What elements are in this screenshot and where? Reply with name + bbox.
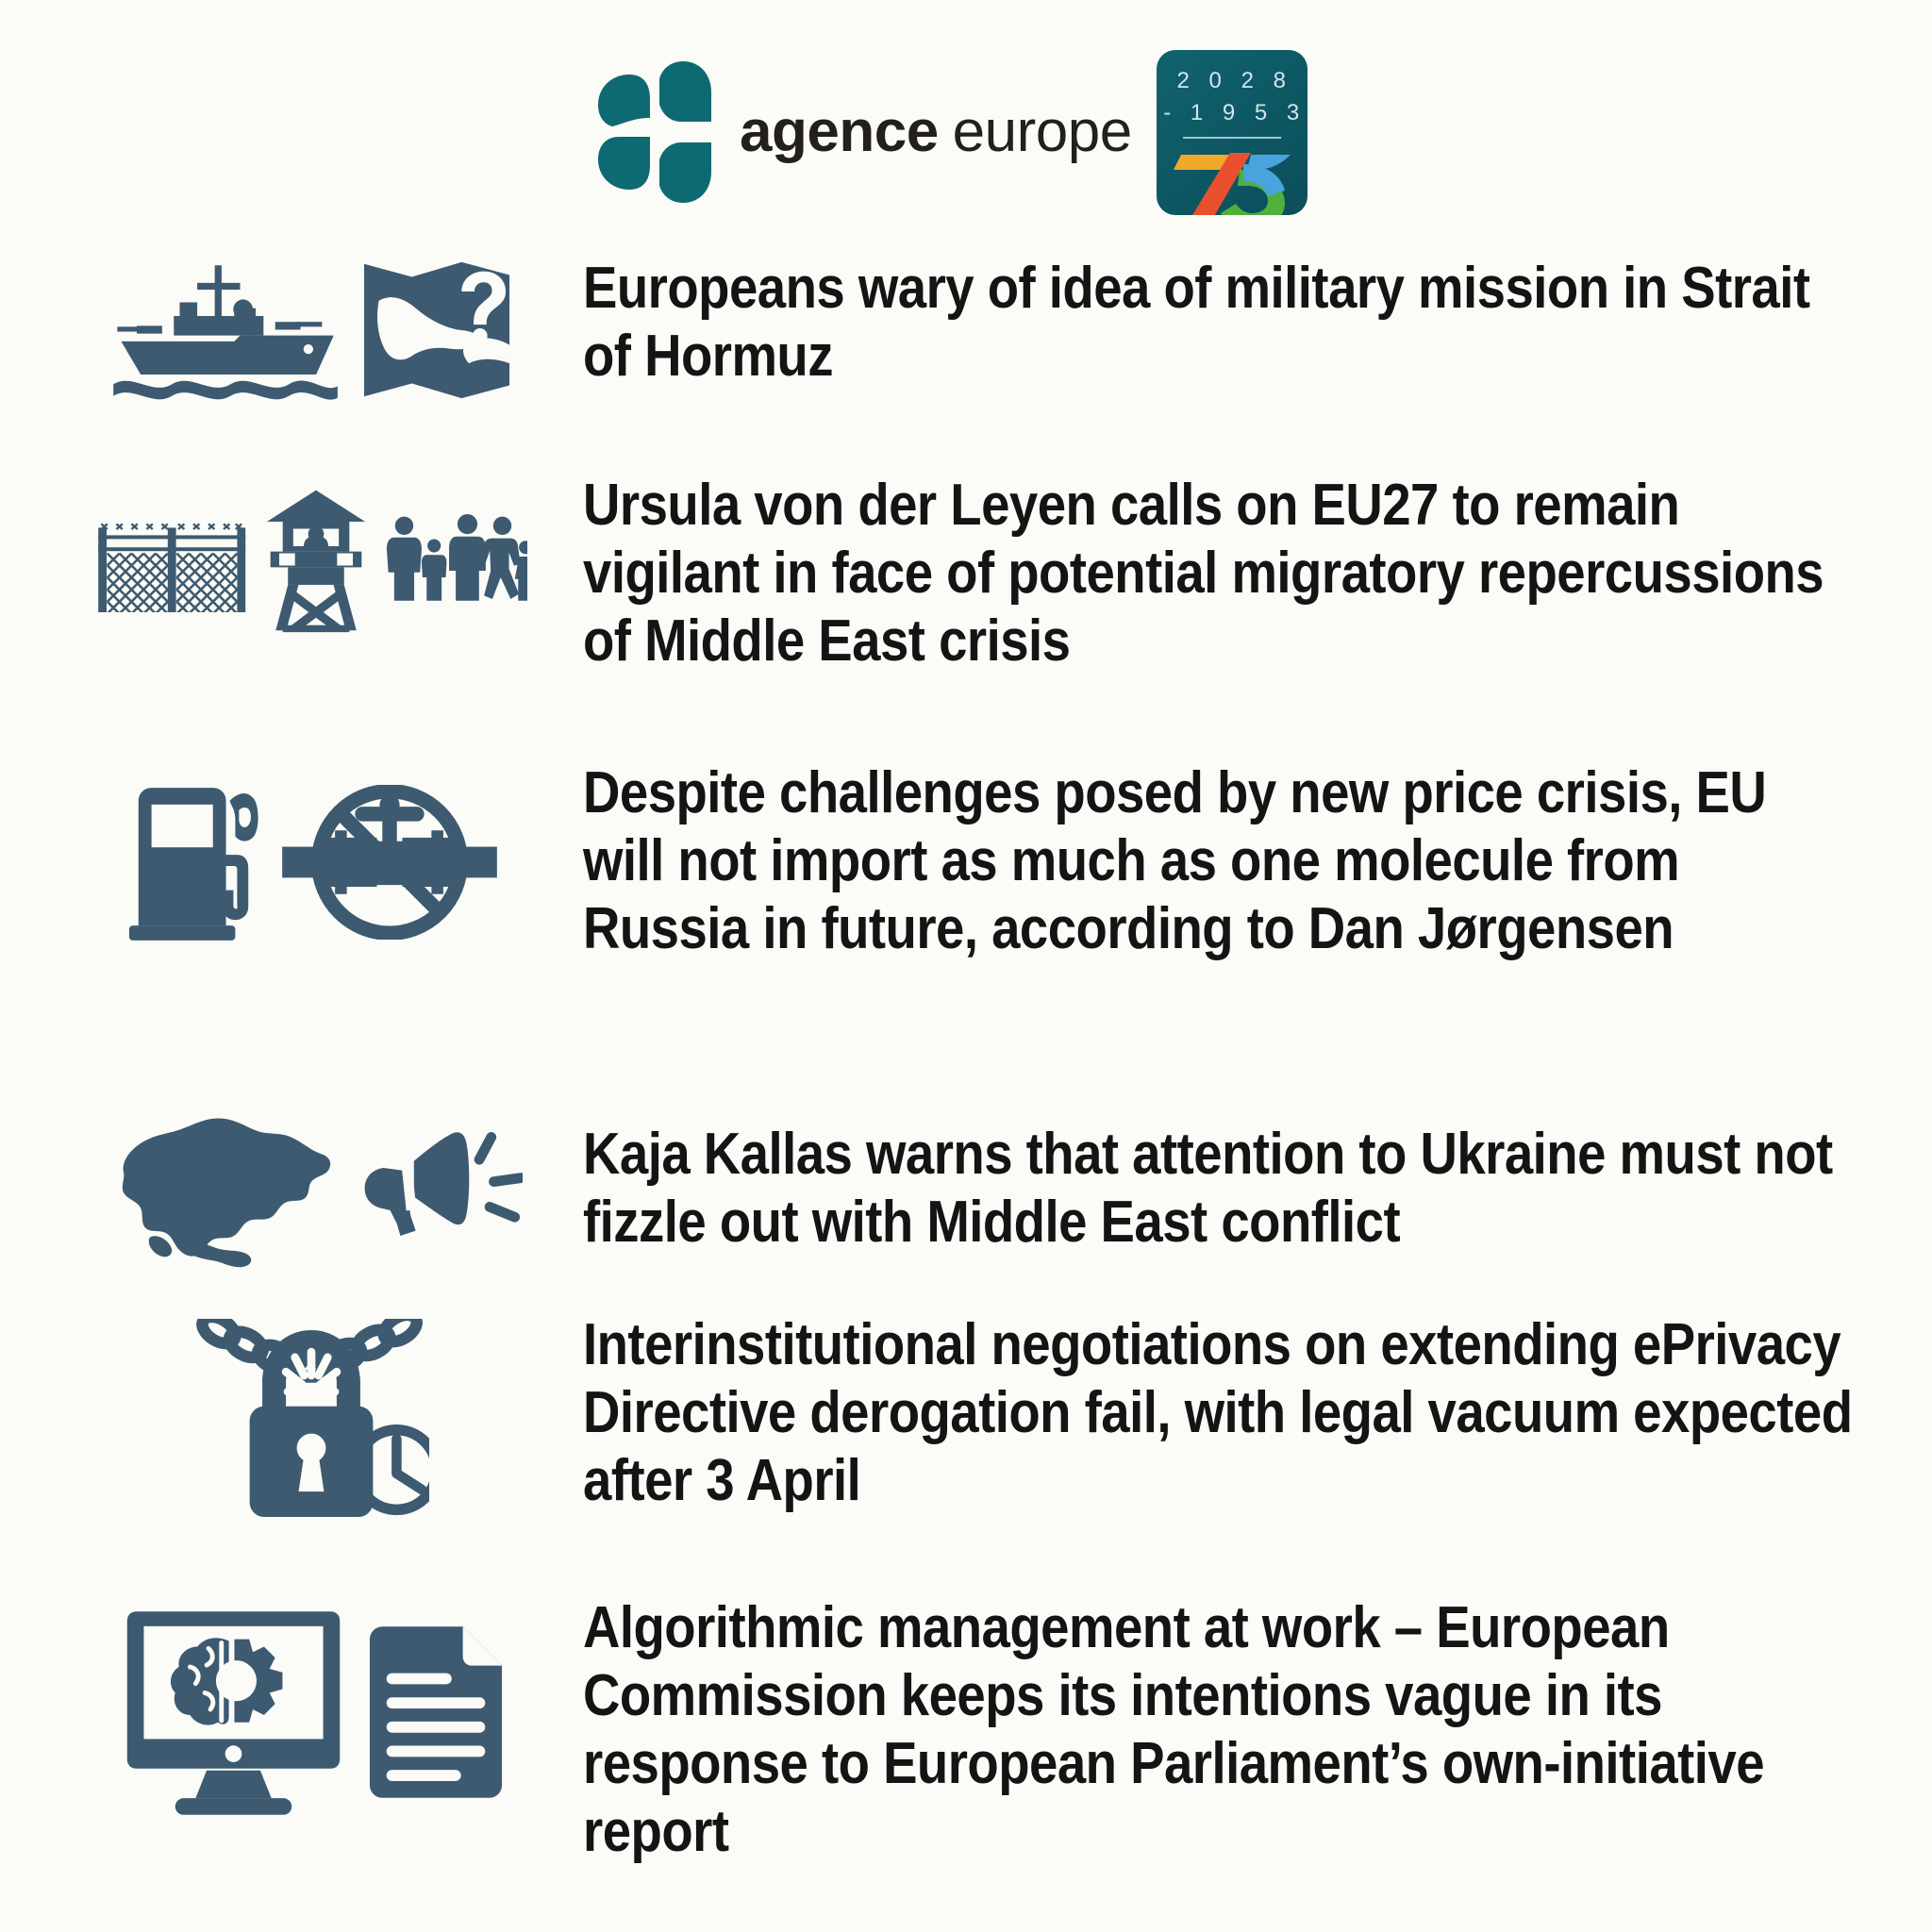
news-item-icons [74, 1594, 583, 1815]
news-headline: Despite challenges posed by new price crisis, EU will not import as much as one molecule from Russia in future, according to Dan Jørgensen [583, 760, 1767, 961]
news-item[interactable] [0, 1594, 1932, 1906]
news-item[interactable] [0, 1104, 1932, 1292]
anniversary-year-bottom: - 1 9 5 3 [1163, 100, 1307, 126]
monitor-ai-brain-gear-icon [118, 1611, 349, 1815]
news-item[interactable] [0, 472, 1932, 698]
agence-europe-petal-logo [594, 61, 715, 203]
news-item-headline-cell [583, 255, 1932, 391]
map-question-mark-icon [358, 257, 515, 404]
news-headline: Algorithmic management at work – European Commission keeps its intentions vague in its response to European Parliament’s own-initiative report [583, 1595, 1765, 1864]
news-item-icons [74, 255, 583, 404]
megaphone-icon [353, 1125, 523, 1261]
news-item-headline-cell [583, 1104, 1932, 1257]
news-headline: Kaja Kallas warns that attention to Ukraine must not fizzle out with Middle East conflict [583, 1122, 1833, 1255]
brand-name-europe: europe [952, 99, 1132, 164]
anniversary-75-mark [1157, 142, 1307, 214]
news-item-icons [74, 1311, 583, 1528]
news-headline: Interinstitutional negotiations on extending ePrivacy Directive derogation fail, with legal vacuum expected after 3 April [583, 1312, 1853, 1513]
document-lines-icon [366, 1624, 506, 1802]
no-gas-pipeline-icon [280, 785, 499, 940]
chained-padlock-icon [193, 1319, 429, 1528]
migrant-family-icon [386, 514, 527, 606]
watchtower-icon [263, 485, 369, 634]
anniversary-divider [1183, 137, 1281, 139]
news-item-headline-cell [583, 472, 1932, 675]
news-item-icons [74, 759, 583, 946]
news-item[interactable] [0, 1311, 1932, 1557]
news-item[interactable] [0, 255, 1932, 434]
news-headline: Europeans wary of idea of military mission in Strait of Hormuz [583, 256, 1810, 389]
news-item-headline-cell [583, 1594, 1932, 1866]
75-years-anniversary-badge [1157, 50, 1307, 215]
news-headline: Ursula von der Leyen calls on EU27 to remain vigilant in face of potential migratory repercussions of Middle East crisis [583, 473, 1824, 674]
news-item-headline-cell [583, 759, 1932, 963]
brand-wordmark [740, 99, 1132, 164]
brand-header [594, 38, 1307, 226]
border-fence-icon [95, 507, 246, 612]
anniversary-year-top: 2 0 2 8 [1176, 67, 1292, 93]
ukraine-map-icon [100, 1113, 336, 1274]
news-item-icons [74, 472, 583, 634]
news-item-icons [74, 1104, 583, 1274]
fuel-pump-icon [124, 778, 263, 946]
news-item-headline-cell [583, 1311, 1932, 1515]
brand-name-agence: agence [740, 99, 939, 164]
warship-icon [108, 258, 341, 404]
news-item[interactable] [0, 759, 1932, 1042]
